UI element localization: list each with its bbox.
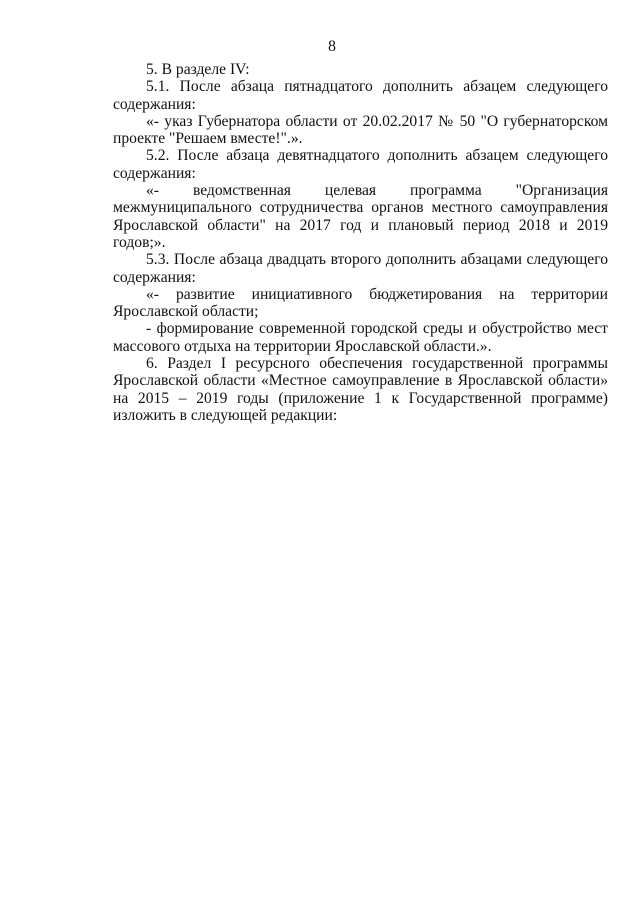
paragraph-6: 6. Раздел I ресурсного обеспечения государственной программы Ярославской области «Местное самоуправление в Ярославской области» на 2015 – 2019 годы (приложение 1 к Государственной программе) изложить в следующей редакции: xyxy=(113,355,608,424)
paragraph-5-3-quote-2: - формирование современной городской среды и обустройство мест массового отдыха на территории Ярославской области.». xyxy=(113,320,608,355)
paragraph-5-2-quote: «- ведомственная целевая программа "Организация межмуниципального сотрудничества органов местного самоуправления Ярославской области" на 2017 год и плановый период 2018 и 2019 годов;». xyxy=(113,182,608,251)
paragraph-5-1: 5.1. После абзаца пятнадцатого дополнить абзацем следующего содержания: xyxy=(113,78,608,113)
paragraph-section-5-heading: 5. В разделе IV: xyxy=(146,61,250,78)
paragraph-5-3: 5.3. После абзаца двадцать второго дополнить абзацами следующего содержания: xyxy=(113,251,608,286)
paragraph-5-1-quote: «- указ Губернатора области от 20.02.2017 № 50 "О губернаторском проекте "Решаем вместе!".». xyxy=(113,112,608,148)
page-number: 8 xyxy=(328,38,336,55)
paragraph-5-3-quote-1: «- развитие инициативного бюджетирования на территории Ярославской области; xyxy=(113,285,608,321)
paragraph-5-2: 5.2. После абзаца девятнадцатого дополнить абзацем следующего содержания: xyxy=(113,147,608,182)
document-body xyxy=(113,61,608,424)
